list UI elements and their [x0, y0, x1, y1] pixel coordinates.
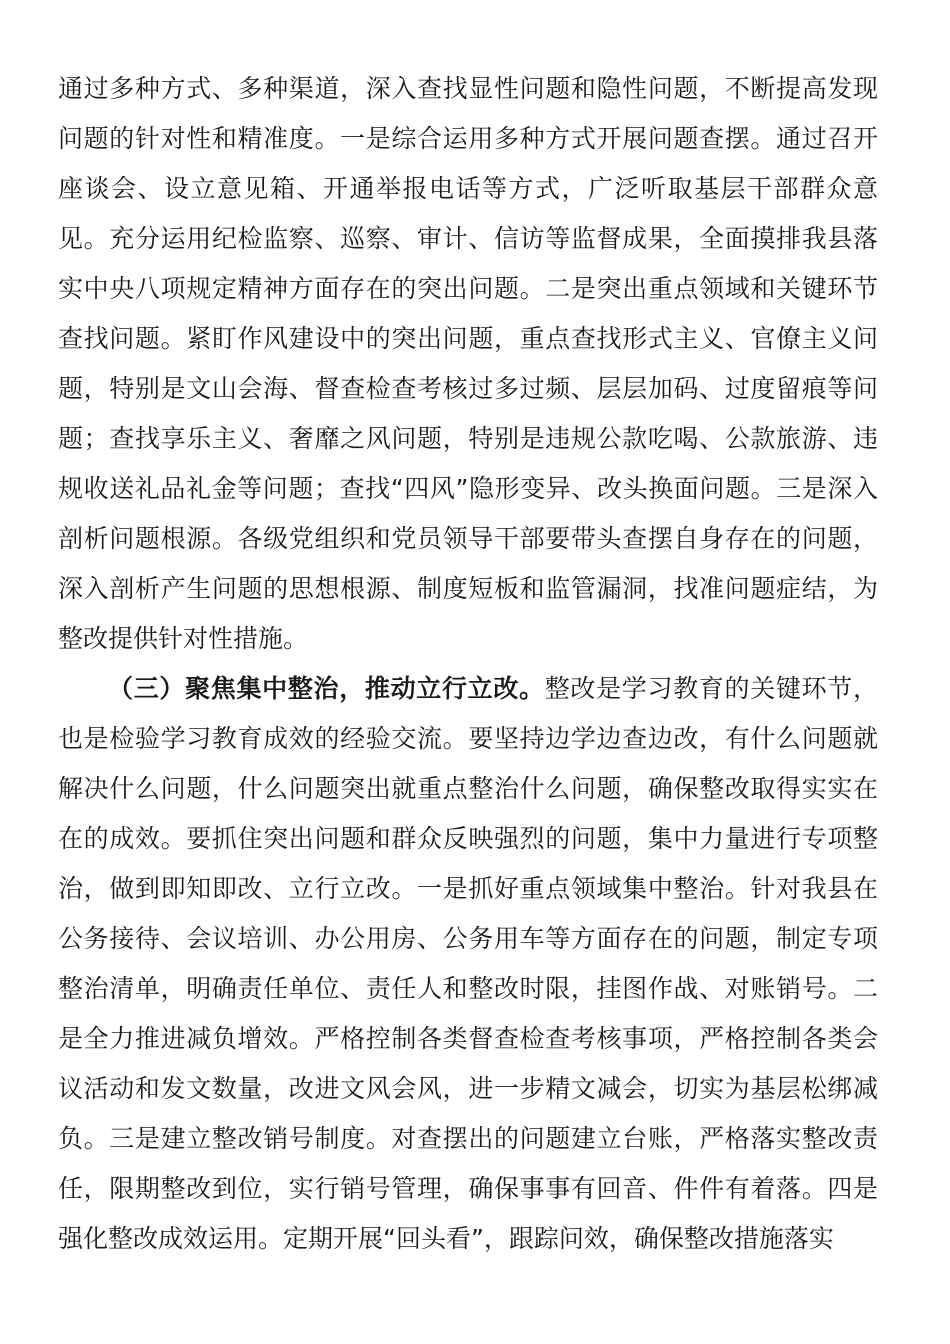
document-body — [58, 64, 878, 1264]
section-3-heading: （三）聚焦集中整治，推动立行立改。 — [108, 674, 545, 703]
paragraph-problem-finding: 通过多种方式、多种渠道，深入查找显性问题和隐性问题，不断提高发现问题的针对性和精准度。一是综合运用多种方式开展问题查摆。通过召开座谈会、设立意见箱、开通举报电话等方式，广泛听取基层干部群众意见。充分运用纪检监察、巡察、审计、信访等监督成果，全面摸排我县落实中央八项规定精神方面存在的突出问题。二是突出重点领域和关键环节查找问题。紧盯作风建设中的突出问题，重点查找形式主义、官僚主义问题，特别是文山会海、督查检查考核过多过频、层层加码、过度留痕等问题；查找享乐主义、奢靡之风问题，特别是违规公款吃喝、公款旅游、违规收送礼品礼金等问题；查找“四风”隐形变异、改头换面问题。三是深入剖析问题根源。各级党组织和党员领导干部要带头查摆自身存在的问题，深入剖析产生问题的思想根源、制度短板和监管漏洞，找准问题症结，为整改提供针对性措施。 — [58, 74, 878, 653]
section-3-text: 整改是学习教育的关键环节，也是检验学习教育成效的经验交流。要坚持边学边查边改，有什么问题就解决什么问题，什么问题突出就重点整治什么问题，确保整改取得实实在在的成效。要抓住突出问题和群众反映强烈的问题，集中力量进行专项整治，做到即知即改、立行立改。一是抓好重点领域集中整治。针对我县在公务接待、会议培训、办公用房、公务用车等方面存在的问题，制定专项整治清单，明确责任单位、责任人和整改时限，挂图作战、对账销号。二是全力推进减负增效。严格控制各类督查检查考核事项，严格控制各类会议活动和发文数量，改进文风会风，进一步精文减会，切实为基层松绑减负。三是建立整改销号制度。对查摆出的问题建立台账，严格落实整改责任，限期整改到位，实行销号管理，确保事事有回音、件件有着落。四是强化整改成效运用。定期开展“回头看”，跟踪问效，确保整改措施落实 — [58, 674, 878, 1253]
paragraph-section-3 — [58, 664, 878, 1264]
